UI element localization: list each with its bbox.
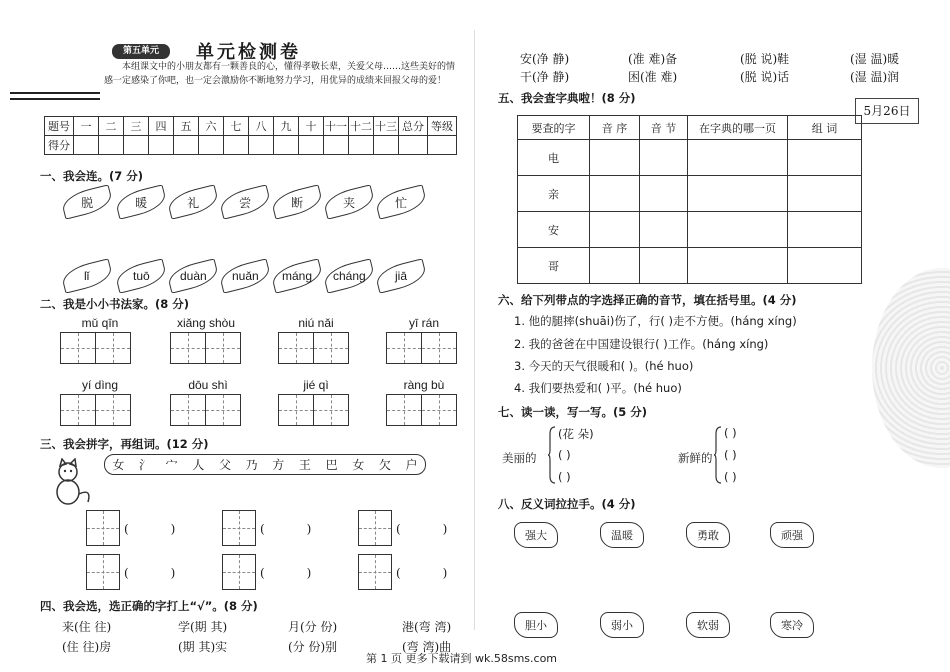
grid-cell[interactable] — [205, 332, 241, 364]
score-cell[interactable] — [149, 136, 174, 155]
score-header-cell: 十一 — [324, 117, 349, 136]
leaf-pinyin[interactable] — [166, 258, 220, 293]
grid-cell[interactable] — [421, 394, 457, 426]
writing-grid[interactable] — [60, 394, 129, 426]
dict-header: 组 词 — [788, 116, 862, 140]
writing-grid[interactable] — [278, 394, 347, 426]
phrase-label: 新鲜的 — [678, 451, 713, 465]
dict-cell[interactable] — [590, 176, 640, 212]
leaf-pinyin-label: lǐ — [84, 269, 90, 283]
score-cell[interactable] — [274, 136, 299, 155]
score-cell[interactable] — [174, 136, 199, 155]
leaf-pinyin-label: duàn — [179, 269, 207, 284]
antonym-top[interactable] — [600, 522, 644, 548]
answer-parens[interactable]: ( ) — [396, 522, 448, 536]
dict-cell[interactable] — [788, 140, 862, 176]
pinyin-prompt: xiǎng shòu — [176, 316, 236, 330]
score-header-cell: 八 — [249, 117, 274, 136]
score-header-cell: 六 — [199, 117, 224, 136]
antonym-label: 温暖 — [611, 529, 633, 542]
phrase-label: 美丽的 — [502, 451, 537, 465]
leaf-pinyin[interactable] — [114, 258, 168, 293]
score-header-cell: 九 — [274, 117, 299, 136]
score-header-cell: 七 — [224, 117, 249, 136]
page-divider — [474, 30, 475, 630]
phrase-blank[interactable]: ( ) — [558, 448, 571, 462]
dict-header: 音 节 — [640, 116, 688, 140]
score-header-cell: 十二 — [349, 117, 374, 136]
header-rule — [10, 98, 100, 100]
score-header-cell: 题号 — [45, 117, 74, 136]
leaf-pinyin[interactable] — [270, 258, 324, 293]
antonym-top[interactable] — [686, 522, 730, 548]
dict-cell[interactable] — [590, 140, 640, 176]
leaf-char-label: 夹 — [342, 195, 356, 210]
dict-cell[interactable] — [688, 212, 788, 248]
score-cell[interactable] — [124, 136, 149, 155]
score-cell[interactable] — [324, 136, 349, 155]
pinyin-prompt: ràng bù — [403, 378, 445, 392]
choice-item[interactable]: (湿 温)暖 — [850, 52, 900, 66]
radical: 方 — [272, 458, 285, 472]
grid-cell[interactable] — [386, 332, 422, 364]
radical: 人 — [192, 458, 205, 472]
choice-item[interactable]: (分 份)别 — [288, 640, 338, 654]
score-cell[interactable] — [299, 136, 324, 155]
radical: 女 — [112, 458, 125, 472]
leaf-pinyin[interactable] — [218, 258, 272, 293]
score-header-cell: 一 — [74, 117, 99, 136]
grid-cell[interactable] — [60, 332, 96, 364]
score-cell[interactable] — [99, 136, 124, 155]
antonym-label: 勇敢 — [697, 529, 719, 542]
grid-cell[interactable] — [170, 332, 206, 364]
grid-cell[interactable] — [386, 394, 422, 426]
pinyin-prompt: jié qì — [303, 378, 329, 392]
antonym-top[interactable] — [770, 522, 814, 548]
radical: 氵 — [138, 458, 151, 472]
grid-cell[interactable] — [86, 554, 120, 590]
writing-grid[interactable] — [170, 332, 239, 364]
leaf-char-label: 礼 — [186, 195, 200, 210]
choice-item[interactable]: 月(分 份) — [288, 620, 338, 634]
grid-cell[interactable] — [222, 510, 256, 546]
date-box: 5月26日 — [855, 98, 919, 124]
dict-char: 电 — [518, 140, 590, 176]
score-cell[interactable] — [199, 136, 224, 155]
radical: 欠 — [378, 458, 391, 472]
writing-grid[interactable] — [60, 332, 129, 364]
radical: 女 — [352, 458, 365, 472]
grid-cell[interactable] — [358, 554, 392, 590]
answer-parens[interactable]: ( ) — [260, 522, 312, 536]
score-header-cell: 四 — [149, 117, 174, 136]
dict-char: 哥 — [518, 248, 590, 284]
grid-cell[interactable] — [421, 332, 457, 364]
score-cell[interactable] — [249, 136, 274, 155]
score-header-cell: 十三 — [374, 117, 399, 136]
leaf-char-label: 暖 — [134, 195, 148, 210]
dict-char: 安 — [518, 212, 590, 248]
brace-icon — [714, 426, 722, 484]
leaf-char[interactable] — [374, 184, 428, 219]
phrase-blank[interactable]: ( ) — [724, 426, 737, 440]
unit-badge: 第五单元 — [112, 44, 170, 59]
dict-cell[interactable] — [688, 248, 788, 284]
dict-cell[interactable] — [640, 248, 688, 284]
leaf-pinyin-label: máng — [281, 269, 313, 283]
choice-item[interactable]: 干(净 静) — [520, 70, 570, 84]
choice-item[interactable]: 学(期 其) — [178, 620, 228, 634]
pinyin-prompt: yī rán — [408, 316, 439, 330]
leaf-char-label: 尝 — [238, 195, 252, 210]
grid-cell[interactable] — [205, 394, 241, 426]
writing-grid[interactable] — [386, 332, 455, 364]
dict-cell[interactable] — [640, 140, 688, 176]
score-header-cell: 二 — [99, 117, 124, 136]
section1-title: 一、我会连。(7 分) — [40, 169, 144, 183]
score-table — [44, 116, 457, 155]
choice-item[interactable]: (脱 说)话 — [740, 70, 790, 84]
leaf-char-label: 脱 — [80, 195, 94, 210]
compose-item[interactable] — [86, 510, 119, 546]
leaf-pinyin[interactable] — [374, 258, 428, 293]
grid-cell[interactable] — [313, 332, 349, 364]
intro-text: 本组课文中的小朋友都有一颗善良的心，懂得孝敬长辈，关爱父母……这些美好的情感一定感染了你吧，也一定会激励你不断地努力学习，用优异的成绩来回报父母的爱！ — [104, 62, 456, 86]
answer-parens[interactable]: ( ) — [260, 566, 312, 580]
leaf-pinyin[interactable] — [322, 258, 376, 293]
answer-parens[interactable]: ( ) — [124, 522, 176, 536]
dict-cell[interactable] — [640, 212, 688, 248]
pinyin-prompt: yí dìng — [81, 378, 119, 392]
leaf-char[interactable] — [218, 184, 272, 219]
writing-grid[interactable] — [278, 332, 347, 364]
choice-item[interactable]: (湿 温)润 — [850, 70, 900, 84]
choice-item[interactable]: 安(净 静) — [520, 52, 570, 66]
leaf-pinyin-label: nuǎn — [231, 269, 259, 284]
antonym-label: 顽强 — [781, 529, 803, 542]
section3-title: 三、我会拼字，再组词。(12 分) — [40, 437, 209, 451]
score-header-cell: 十 — [299, 117, 324, 136]
leaf-char[interactable] — [60, 184, 114, 219]
answer-parens[interactable]: ( ) — [396, 566, 448, 580]
choice-item[interactable]: (弯 湾)曲 — [402, 640, 452, 654]
dict-cell[interactable] — [640, 176, 688, 212]
choice-item[interactable]: (期 其)实 — [178, 640, 228, 654]
score-cell[interactable] — [374, 136, 399, 155]
radical: 户 — [405, 458, 418, 472]
dict-cell[interactable] — [688, 176, 788, 212]
leaf-char[interactable] — [270, 184, 324, 219]
score-cell[interactable] — [74, 136, 99, 155]
writing-grid[interactable] — [386, 394, 455, 426]
choice-item[interactable]: 来(住 往) — [62, 620, 112, 634]
leaf-char[interactable] — [114, 184, 168, 219]
question-item[interactable]: 4. 我们要热爱和( )平。(hé huo) — [514, 381, 682, 395]
question-item[interactable]: 1. 他的腿摔(shuāi)伤了，行( )走不方便。(háng xíng) — [514, 314, 797, 328]
dict-char: 亲 — [518, 176, 590, 212]
score-cell[interactable] — [428, 136, 457, 155]
radical: 宀 — [165, 458, 178, 472]
section4-title: 四、我会选，选正确的字打上“√”。(8 分) — [40, 599, 258, 613]
antonym-bottom[interactable] — [770, 612, 814, 638]
radical-bar — [104, 454, 426, 475]
score-cell[interactable] — [399, 136, 428, 155]
dict-header: 在字典的哪一页 — [688, 116, 788, 140]
dict-cell[interactable] — [788, 176, 862, 212]
choice-item[interactable]: 困(准 难) — [628, 70, 678, 84]
leaf-char[interactable] — [322, 184, 376, 219]
writing-grid[interactable] — [170, 394, 239, 426]
leaf-pinyin-label: cháng — [332, 269, 366, 284]
grid-cell[interactable] — [95, 332, 131, 364]
antonym-bottom[interactable] — [514, 612, 558, 638]
score-cell[interactable] — [224, 136, 249, 155]
choice-item[interactable]: (脱 说)鞋 — [740, 52, 790, 66]
phrase-blank[interactable]: ( ) — [724, 470, 737, 484]
antonym-label: 弱小 — [611, 619, 633, 632]
leaf-char-label: 断 — [290, 195, 304, 210]
section8-title: 八、反义词拉拉手。(4 分) — [498, 497, 636, 511]
grid-cell[interactable] — [313, 394, 349, 426]
grid-cell[interactable] — [358, 510, 392, 546]
grid-cell[interactable] — [278, 394, 314, 426]
score-header-cell: 总分 — [399, 117, 428, 136]
choice-item[interactable]: (准 难)备 — [628, 52, 678, 66]
dict-header: 要查的字 — [518, 116, 590, 140]
antonym-bottom[interactable] — [686, 612, 730, 638]
grid-cell[interactable] — [278, 332, 314, 364]
compose-item[interactable] — [86, 554, 119, 590]
question-item[interactable]: 2. 我的爸爸在中国建设银行( )工作。(háng xíng) — [514, 337, 769, 351]
score-header-cell: 等级 — [428, 117, 457, 136]
cat-icon — [46, 458, 98, 510]
compose-item[interactable] — [222, 510, 255, 546]
question-item[interactable]: 3. 今天的天气很暖和( )。(hé huo) — [514, 359, 694, 373]
antonym-label: 强大 — [525, 529, 547, 542]
radical: 巴 — [325, 458, 338, 472]
leaf-pinyin-label: tuō — [132, 269, 150, 283]
radical: 父 — [218, 458, 231, 472]
choice-item[interactable]: 港(弯 湾) — [402, 620, 452, 634]
compose-item[interactable] — [222, 554, 255, 590]
header-rule — [10, 92, 100, 94]
pinyin-prompt: dōu shì — [188, 378, 228, 392]
dict-cell[interactable] — [688, 140, 788, 176]
antonym-label: 寒冷 — [781, 619, 803, 632]
answer-parens[interactable]: ( ) — [124, 566, 176, 580]
phrase-blank[interactable]: ( ) — [558, 470, 571, 484]
compose-item[interactable] — [358, 554, 391, 590]
leaf-pinyin-label: jiā — [394, 269, 408, 284]
dict-header: 音 序 — [590, 116, 640, 140]
section6-title: 六、给下列带点的字选择正确的音节，填在括号里。(4 分) — [498, 293, 797, 307]
antonym-label: 胆小 — [525, 619, 547, 632]
grid-cell[interactable] — [95, 394, 131, 426]
pinyin-prompt: niú nǎi — [298, 316, 334, 330]
radical: 乃 — [245, 458, 258, 472]
pinyin-prompt: mǔ qīn — [81, 316, 119, 330]
dict-cell[interactable] — [590, 248, 640, 284]
leaf-pinyin[interactable] — [60, 258, 114, 293]
brace-icon — [548, 426, 556, 484]
score-header-cell: 三 — [124, 117, 149, 136]
leaf-char[interactable] — [166, 184, 220, 219]
choice-item[interactable]: (住 往)房 — [62, 640, 112, 654]
page-footer: 第 1 页 更多下载请到 wk.58sms.com — [366, 652, 558, 665]
dict-cell[interactable] — [788, 248, 862, 284]
leaf-char-label: 忙 — [394, 195, 408, 210]
dict-cell[interactable] — [590, 212, 640, 248]
page-title: 单元检测卷 — [196, 42, 301, 63]
compose-item[interactable] — [358, 510, 391, 546]
dictionary-table — [517, 115, 862, 284]
section7-title: 七、读一读，写一写。(5 分) — [498, 405, 648, 419]
section2-title: 二、我是小小书法家。(8 分) — [40, 297, 190, 311]
score-cell[interactable] — [349, 136, 374, 155]
antonym-top[interactable] — [514, 522, 558, 548]
section5-title: 五、我会查字典啦！(8 分) — [498, 91, 636, 105]
grid-cell[interactable] — [170, 394, 206, 426]
score-row-label: 得分 — [45, 136, 74, 155]
phrase-blank[interactable]: ( ) — [724, 448, 737, 462]
antonym-label: 软弱 — [697, 619, 719, 632]
grid-cell[interactable] — [60, 394, 96, 426]
grid-cell[interactable] — [222, 554, 256, 590]
faded-stamp — [872, 268, 950, 468]
dict-cell[interactable] — [788, 212, 862, 248]
radical: 王 — [298, 458, 311, 472]
score-header-cell: 五 — [174, 117, 199, 136]
phrase-answer[interactable]: (花 朵) — [558, 427, 594, 441]
grid-cell[interactable] — [86, 510, 120, 546]
antonym-bottom[interactable] — [600, 612, 644, 638]
